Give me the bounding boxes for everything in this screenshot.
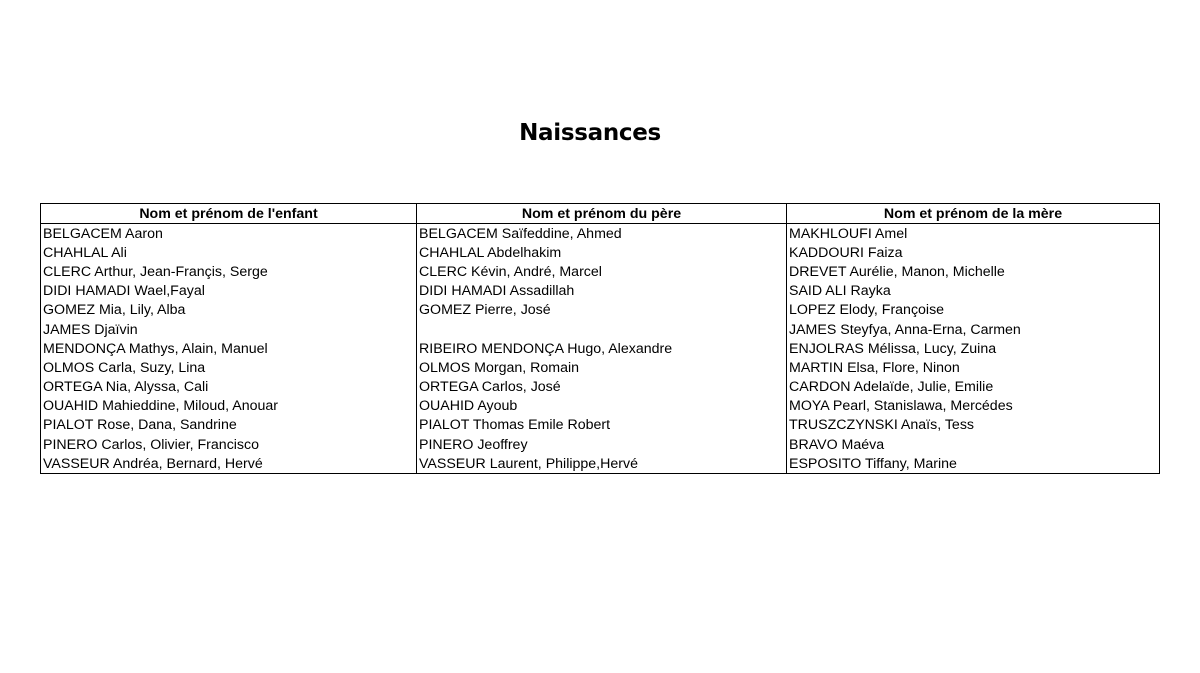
table-row (41, 301, 1160, 320)
table-row (41, 282, 1160, 301)
mother-name-cell: JAMES Steyfya, Anna-Erna, Carmen (789, 321, 1021, 338)
column-header-child: Nom et prénom de l'enfant (41, 204, 417, 224)
mother-name-cell: KADDOURI Faiza (789, 244, 903, 261)
child-name-cell: JAMES Djaïvin (41, 320, 417, 339)
father-name-cell: CLERC Kévin, André, Marcel (417, 262, 787, 281)
mother-name-cell: BRAVO Maéva (789, 436, 885, 453)
mother-name-cell: MAKHLOUFI Amel (789, 225, 908, 242)
table-row (41, 435, 1160, 454)
mother-name-cell: ENJOLRAS Mélissa, Lucy, Zuina (789, 340, 997, 357)
child-name-cell: BELGACEM Aaron (41, 224, 417, 244)
father-name-cell: CHAHLAL Abdelhakim (417, 243, 787, 262)
father-name-cell: VASSEUR Laurent, Philippe,Hervé (417, 454, 787, 474)
mother-name-cell: LOPEZ Elody, Françoise (789, 302, 945, 319)
father-name-cell: PIALOT Thomas Emile Robert (417, 416, 787, 435)
table-row (41, 320, 1160, 339)
page-title: Naissances (519, 120, 661, 146)
child-name-cell: ORTEGA Nia, Alyssa, Cali (41, 378, 417, 397)
mother-name-cell: ESPOSITO Tiffany, Marine (789, 455, 957, 472)
father-name-cell: RIBEIRO MENDONÇA Hugo, Alexandre (417, 339, 787, 358)
table-row (41, 243, 1160, 262)
child-name-cell: PIALOT Rose, Dana, Sandrine (41, 416, 417, 435)
father-name-cell: ORTEGA Carlos, José (417, 378, 787, 397)
table-row (41, 416, 1160, 435)
child-name-cell: CLERC Arthur, Jean-Françis, Serge (41, 262, 417, 281)
father-name-cell: OUAHID Ayoub (417, 397, 787, 416)
mother-name-cell: MARTIN Elsa, Flore, Ninon (789, 359, 960, 376)
child-name-cell: GOMEZ Mia, Lily, Alba (41, 301, 417, 320)
child-name-cell: OLMOS Carla, Suzy, Lina (41, 358, 417, 377)
table-row (41, 397, 1160, 416)
mother-name-cell: DREVET Aurélie, Manon, Michelle (789, 263, 1005, 280)
mother-name-cell: MOYA Pearl, Stanislawa, Mercédes (789, 398, 1013, 415)
table-row (41, 339, 1160, 358)
father-name-cell (417, 320, 787, 339)
father-name-cell: PINERO Jeoffrey (417, 435, 787, 454)
table-row (41, 358, 1160, 377)
mother-name-cell: SAID ALI Rayka (789, 283, 891, 300)
father-name-cell: DIDI HAMADI Assadillah (417, 282, 787, 301)
father-name-cell: OLMOS Morgan, Romain (417, 358, 787, 377)
father-name-cell: GOMEZ Pierre, José (417, 301, 787, 320)
table-row (41, 224, 1160, 244)
table-row (41, 262, 1160, 281)
column-header-father: Nom et prénom du père (417, 204, 787, 224)
child-name-cell: VASSEUR Andréa, Bernard, Hervé (41, 454, 417, 474)
mother-name-cell: TRUSZCZYNSKI Anaïs, Tess (789, 417, 975, 434)
child-name-cell: PINERO Carlos, Olivier, Francisco (41, 435, 417, 454)
child-name-cell: DIDI HAMADI Wael,Fayal (41, 282, 417, 301)
table-header-row (41, 204, 1160, 224)
column-header-mother: Nom et prénom de la mère (787, 204, 1160, 224)
births-table (40, 203, 1160, 474)
child-name-cell: CHAHLAL Ali (41, 243, 417, 262)
child-name-cell: MENDONÇA Mathys, Alain, Manuel (41, 339, 417, 358)
father-name-cell: BELGACEM Saïfeddine, Ahmed (417, 224, 787, 244)
table-row (41, 454, 1160, 474)
mother-name-cell: CARDON Adelaïde, Julie, Emilie (789, 379, 994, 396)
table-row (41, 378, 1160, 397)
child-name-cell: OUAHID Mahieddine, Miloud, Anouar (41, 397, 417, 416)
